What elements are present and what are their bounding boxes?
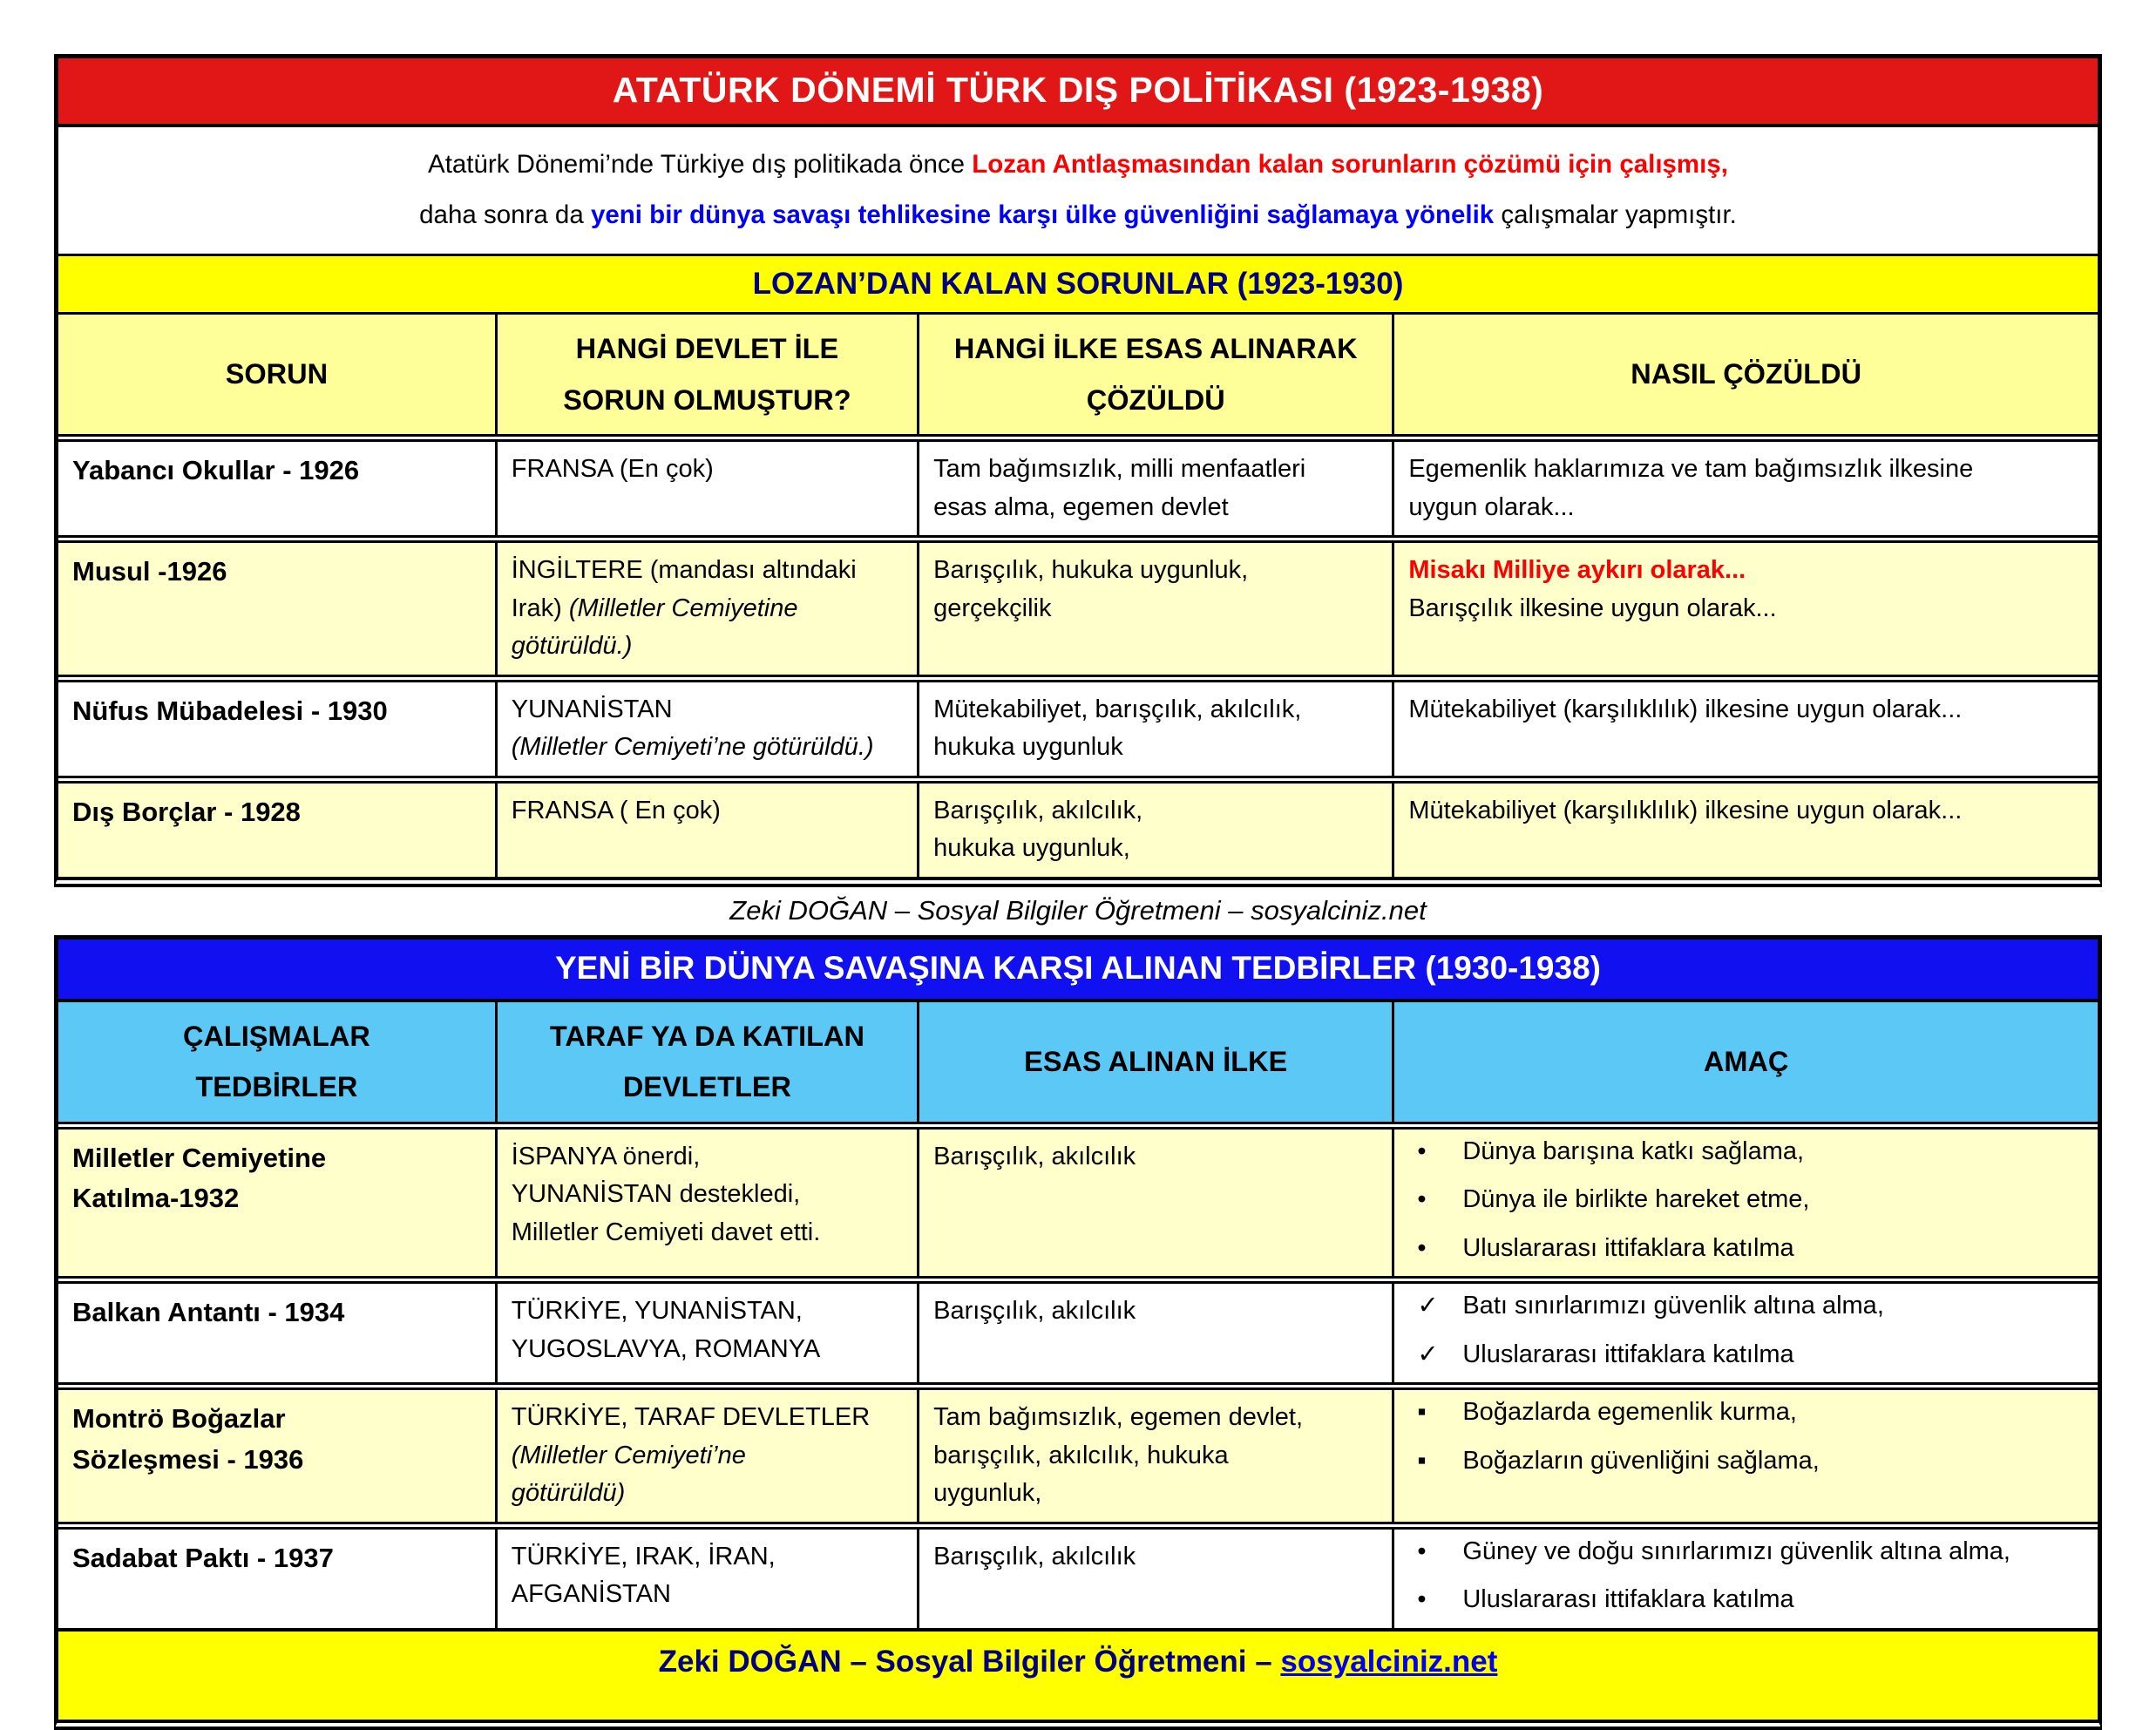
amac-text: Boğazların güvenliğini sağlama,	[1462, 1446, 1820, 1475]
cell-ilke: Barışçılık, akılcılık	[917, 1130, 1392, 1277]
lozan-section-title	[58, 256, 2098, 315]
tedbirler-section-title	[58, 940, 2098, 1002]
list-item	[1408, 1581, 2084, 1619]
devletler-note: (Milletler Cemiyeti’ne götürüldü)	[511, 1441, 746, 1508]
intro-line-1	[93, 139, 2063, 190]
cell-amac	[1392, 1390, 2098, 1522]
cell-devletler: TÜRKİYE, YUNANİSTAN, YUGOSLAVYA, ROMANYA	[495, 1284, 917, 1382]
cell-ilke: Barışçılık, akılcılık	[917, 1284, 1392, 1382]
table2-header-row	[58, 1002, 2098, 1122]
devletler-text: TÜRKİYE, TARAF DEVLETLER	[511, 1403, 871, 1432]
check-icon: ✓	[1417, 1292, 1439, 1320]
cell-devlet	[495, 543, 917, 675]
footer-website-link[interactable]: sosyalciniz.net	[1280, 1644, 1498, 1679]
column-header-ilke: HANGİ İLKE ESAS ALINARAK ÇÖZÜLDÜ	[917, 315, 1392, 434]
list-item	[1408, 1287, 2084, 1326]
worksheet	[54, 54, 2102, 1730]
devlet-text: YUNANİSTAN	[511, 695, 673, 723]
bullet-icon: •	[1417, 1185, 1427, 1214]
lozan-section	[54, 54, 2102, 887]
column-header-devlet: HANGİ DEVLET İLE SORUN OLMUŞTUR?	[495, 315, 917, 434]
column-header-devletler: TARAF YA DA KATILAN DEVLETLER	[495, 1002, 917, 1122]
list-item	[1408, 1394, 2084, 1432]
section-title-text: LOZAN’DAN KALAN SORUNLAR (1923-1930)	[752, 267, 1404, 302]
cell-calisma: Milletler Cemiyetine Katılma-1932	[58, 1130, 495, 1277]
cell-calisma: Sadabat Paktı - 1937	[58, 1530, 495, 1628]
intro-text-plain: daha sonra da	[419, 200, 591, 229]
cell-amac	[1392, 1130, 2098, 1277]
intro-text-blue: yeni bir dünya savaşı tehlikesine karşı ülke güvenliğini sağlamaya yönelik	[590, 200, 1495, 229]
cell-amac	[1392, 1284, 2098, 1382]
list-item	[1408, 1533, 2084, 1571]
cell-devletler	[495, 1390, 917, 1522]
intro-text-plain: Atatürk Dönemi’nde Türkiye dış politikada önce	[428, 150, 973, 179]
cell-sorun: Nüfus Mübadelesi - 1930	[58, 682, 495, 776]
main-title-bar	[58, 58, 2098, 127]
list-item	[1408, 1133, 2084, 1171]
intro-line-2	[93, 190, 2063, 241]
table-row	[58, 434, 2098, 535]
table-row	[58, 1276, 2098, 1382]
bullet-icon: •	[1417, 1136, 1427, 1165]
devlet-text: İNGİLTERE (mandası altındaki Irak)	[511, 556, 857, 622]
amac-text: Uluslararası ittifaklara katılma	[1462, 1233, 1794, 1262]
page-title: ATATÜRK DÖNEMİ TÜRK DIŞ POLİTİKASI (1923-1938)	[612, 70, 1544, 110]
devlet-note: (Milletler Cemiyetine götürüldü.)	[511, 594, 798, 661]
cell-devletler: TÜRKİYE, IRAK, İRAN, AFGANİSTAN	[495, 1530, 917, 1628]
list-item	[1408, 1230, 2084, 1268]
intro-text-red: Lozan Antlaşmasından kalan sorunların çözümü için çalışmış,	[972, 150, 1728, 179]
intro-text-plain: çalışmalar yapmıştır.	[1494, 200, 1737, 229]
table-row	[58, 675, 2098, 776]
cell-cozum	[1392, 543, 2098, 675]
cell-cozum: Mütekabiliyet (karşılıklılık) ilkesine uygun olarak...	[1392, 784, 2098, 877]
amac-text: Uluslararası ittifaklara katılma	[1462, 1340, 1794, 1368]
author-caption: Zeki DOĞAN – Sosyal Bilgiler Öğretmeni – sosyalciniz.net	[729, 894, 1427, 926]
tedbirler-section	[54, 935, 2102, 1730]
check-icon: ✓	[1417, 1340, 1439, 1368]
cell-devlet: FRANSA (En çok)	[495, 442, 917, 535]
amac-text: Uluslararası ittifaklara katılma	[1462, 1585, 1794, 1614]
bullet-icon: •	[1417, 1233, 1427, 1262]
table-row	[58, 1522, 2098, 1628]
cell-devlet	[495, 682, 917, 776]
column-header-cozum: NASIL ÇÖZÜLDÜ	[1392, 315, 2098, 434]
table-row	[58, 535, 2098, 675]
list-item	[1408, 1442, 2084, 1481]
cell-ilke: Barışçılık, hukuka uygunluk, gerçekçilik	[917, 543, 1392, 675]
bullet-icon: •	[1417, 1537, 1427, 1565]
amac-text: Boğazlarda egemenlik kurma,	[1462, 1398, 1797, 1427]
footer-credit-bar	[58, 1628, 2098, 1720]
cell-amac	[1392, 1530, 2098, 1628]
list-item	[1408, 1336, 2084, 1374]
column-header-sorun: SORUN	[58, 315, 495, 434]
cell-calisma: Balkan Antantı - 1934	[58, 1284, 495, 1382]
amac-text: Dünya barışına katkı sağlama,	[1462, 1136, 1805, 1165]
cell-devletler: İSPANYA önerdi, YUNANİSTAN destekledi, Milletler Cemiyeti davet etti.	[495, 1130, 917, 1277]
intro-paragraph	[58, 127, 2098, 256]
cell-ilke: Barışçılık, akılcılık	[917, 1530, 1392, 1628]
cell-ilke: Mütekabiliyet, barışçılık, akılcılık, hukuka uygunluk	[917, 682, 1392, 776]
column-header-calismalar: ÇALIŞMALAR TEDBİRLER	[58, 1002, 495, 1122]
cell-calisma: Montrö Boğazlar Sözleşmesi - 1936	[58, 1390, 495, 1522]
table1-header-row	[58, 315, 2098, 434]
devlet-note: (Milletler Cemiyeti’ne götürüldü.)	[511, 733, 874, 762]
cell-cozum: Mütekabiliyet (karşılıklılık) ilkesine uygun olarak...	[1392, 682, 2098, 776]
bullet-icon: •	[1417, 1585, 1427, 1614]
column-header-ilke: ESAS ALINAN İLKE	[917, 1002, 1392, 1122]
square-bullet-icon: ▪	[1417, 1398, 1427, 1427]
list-item	[1408, 1181, 2084, 1219]
footer-credit-text: Zeki DOĞAN – Sosyal Bilgiler Öğretmeni –	[658, 1644, 1281, 1679]
cell-sorun: Yabancı Okullar - 1926	[58, 442, 495, 535]
cell-ilke: Tam bağımsızlık, egemen devlet, barışçılık, akılcılık, hukuka uygunluk,	[917, 1390, 1392, 1522]
cell-ilke: Tam bağımsızlık, milli menfaatleri esas alma, egemen devlet	[917, 442, 1392, 535]
cell-sorun: Musul -1926	[58, 543, 495, 675]
table-row	[58, 1382, 2098, 1522]
section-title-text: YENİ BİR DÜNYA SAVAŞINA KARŞI ALINAN TEDBİRLER (1930-1938)	[555, 949, 1601, 986]
column-header-amac: AMAÇ	[1392, 1002, 2098, 1122]
cell-sorun: Dış Borçlar - 1928	[58, 784, 495, 877]
cell-devlet: FRANSA ( En çok)	[495, 784, 917, 877]
cell-ilke: Barışçılık, akılcılık, hukuka uygunluk,	[917, 784, 1392, 877]
cozum-text: Barışçılık ilkesine uygun olarak...	[1408, 594, 1777, 622]
amac-text: Batı sınırlarımızı güvenlik altına alma,	[1462, 1292, 1884, 1320]
cozum-red-text: Misakı Milliye aykırı olarak...	[1408, 556, 1746, 585]
amac-text: Güney ve doğu sınırlarımızı güvenlik altına alma,	[1462, 1537, 2010, 1565]
table-row	[58, 1122, 2098, 1277]
table-row	[58, 776, 2098, 877]
cell-cozum: Egemenlik haklarımıza ve tam bağımsızlık ilkesine uygun olarak...	[1392, 442, 2098, 535]
square-bullet-icon: ▪	[1417, 1446, 1427, 1475]
amac-text: Dünya ile birlikte hareket etme,	[1462, 1185, 1810, 1214]
